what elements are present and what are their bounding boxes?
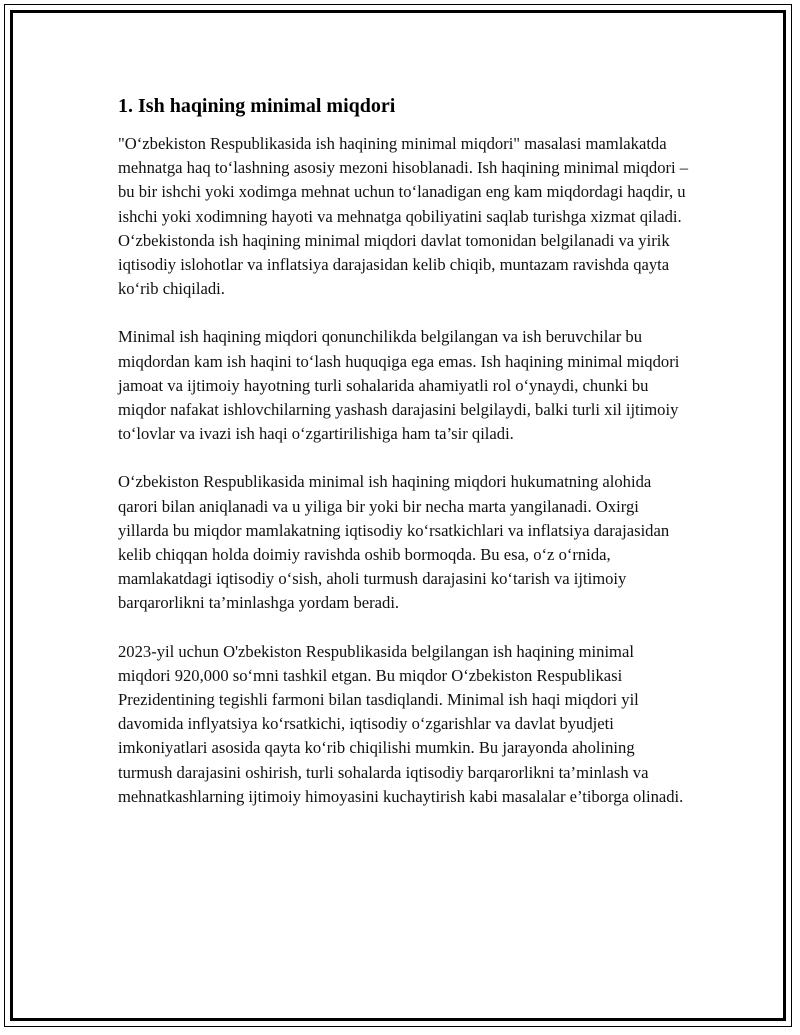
paragraph-2: Minimal ish haqining miqdori qonunchilikda belgilangan va ish beruvchilar bu miqdordan kam ish haqini to‘lash huquqiga ega emas. Ish haqining minimal miqdori jamoat va ijtimoiy hayotning turli sohalarida ahamiyatli rol o‘ynaydi, chunki bu miqdor nafakat ishlovchilarning yashash darajasini belgilaydi, balki turli xil ijtimoiy to‘lovlar va ivazi ish haqi o‘zgartirilishiga ham ta’sir qiladi. — [118, 327, 680, 444]
document-body — [118, 92, 690, 833]
paragraph-1: "O‘zbekiston Respublikasida ish haqining minimal miqdori" masalasi mamlakatda mehnatga haq to‘lashning asosiy mezoni hisoblanadi. Ish haqining minimal miqdori – bu bir ishchi yoki xodimga mehnat uchun to‘lanadigan eng kam miqdordagi haqdir, u ishchi yoki xodimning hayoti va mehnatga qobiliyatini saqlab turishga xizmat qiladi. O‘zbekistonda ish haqining minimal miqdori davlat tomonidan belgilanadi va yirik iqtisodiy islohotlar va inflatsiya darajasidan kelib chiqib, muntazam ravishda qayta ko‘rib chiqiladi. — [118, 134, 689, 299]
paragraph-4: 2023-yil uchun O'zbekiston Respublikasida belgilangan ish haqining minimal miqdori 920,000 so‘mni tashkil etgan. Bu miqdor O‘zbekiston Respublikasi Prezidentining tegishli farmoni bilan tasdiqlandi. Minimal ish haqi miqdori yil davomida inflyatsiya ko‘rsatkichi, iqtisodiy o‘zgarishlar va davlat byudjeti imkoniyatlari asosida qayta ko‘rib chiqilishi mumkin. Bu jarayonda aholining turmush darajasini oshirish, turli sohalarda iqtisodiy barqarorlikni ta’minlash va mehnatkashlarning ijtimoiy himoyasini kuchaytirish kabi masalalar e’tiborga olinadi. — [118, 641, 684, 806]
section-title: 1. Ish haqining minimal miqdori — [118, 95, 396, 117]
paragraph-3: O‘zbekiston Respublikasida minimal ish haqining miqdori hukumatning alohida qarori bilan aniqlanadi va u yiliga bir yoki bir necha marta yangilanadi. Oxirgi yillarda bu miqdor mamlakatning iqtisodiy ko‘rsatkichlari va inflatsiya darajasidan kelib chiqqan holda doimiy ravishda oshib bormoqda. Bu esa, o‘z o‘rnida, mamlakatdagi iqtisodiy o‘sish, aholi turmush darajasini ko‘tarish va ijtimoiy barqarorlikni ta’minlashga yordam beradi. — [118, 472, 670, 613]
